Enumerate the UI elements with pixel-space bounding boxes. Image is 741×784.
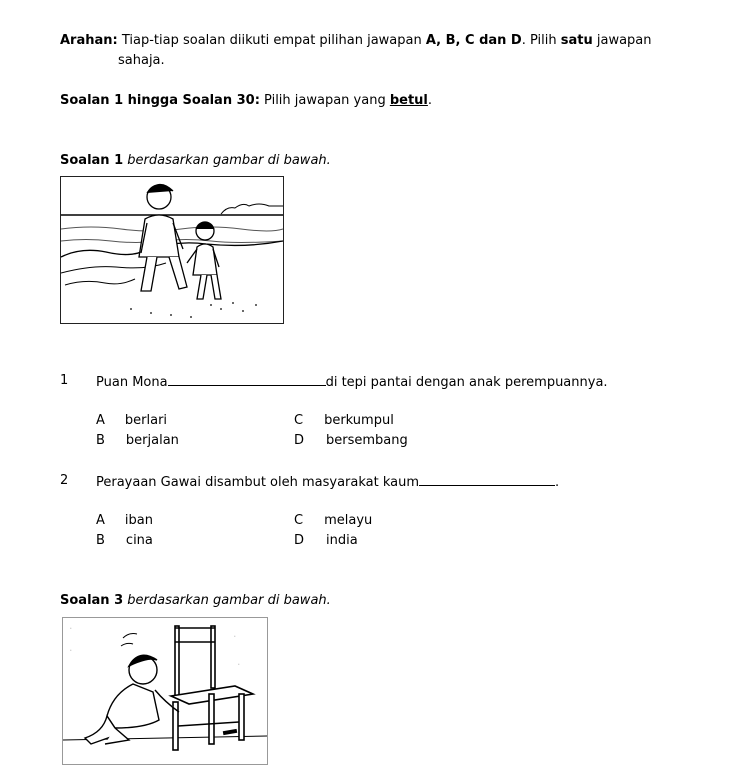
option-a[interactable]: A iban <box>96 513 153 528</box>
picture-note-q1: Soalan 1 berdasarkan gambar di bawah. <box>60 153 331 168</box>
question-range-instruction: Soalan 1 hingga Soalan 30: Pilih jawapan yang betul. <box>60 93 433 108</box>
instruction-line: Arahan: Tiap-tiap soalan diikuti empat pilihan jawapan A, B, C dan D. Pilih satu jawapan <box>60 33 652 48</box>
svg-text:·: · <box>237 658 241 671</box>
option-d[interactable]: D india <box>294 533 358 548</box>
option-c[interactable]: C berkumpul <box>294 413 394 428</box>
picture-note-q3: Soalan 3 berdasarkan gambar di bawah. <box>60 593 331 608</box>
option-c[interactable]: C melayu <box>294 513 373 528</box>
question-text: Perayaan Gawai disambut oleh masyarakat kaum . <box>96 475 560 490</box>
instruction-line-2: sahaja. <box>118 53 165 68</box>
beach-illustration <box>60 176 284 324</box>
option-a[interactable]: A berlari <box>96 413 168 428</box>
svg-text:·: · <box>69 644 73 657</box>
question-text: Puan Mona di tepi pantai dengan anak perempuannya. <box>96 375 608 390</box>
answer-blank <box>168 373 326 386</box>
option-b[interactable]: B berjalan <box>96 433 179 448</box>
option-b[interactable]: B cina <box>96 533 153 548</box>
svg-text:·: · <box>69 622 73 635</box>
boy-chair-illustration <box>62 617 268 765</box>
question-number: 1 <box>60 373 69 388</box>
option-d[interactable]: D bersembang <box>294 433 408 448</box>
arahan-label: Arahan: <box>60 33 118 48</box>
svg-text:·: · <box>233 630 237 643</box>
answer-blank <box>419 473 555 486</box>
question-number: 2 <box>60 473 69 488</box>
